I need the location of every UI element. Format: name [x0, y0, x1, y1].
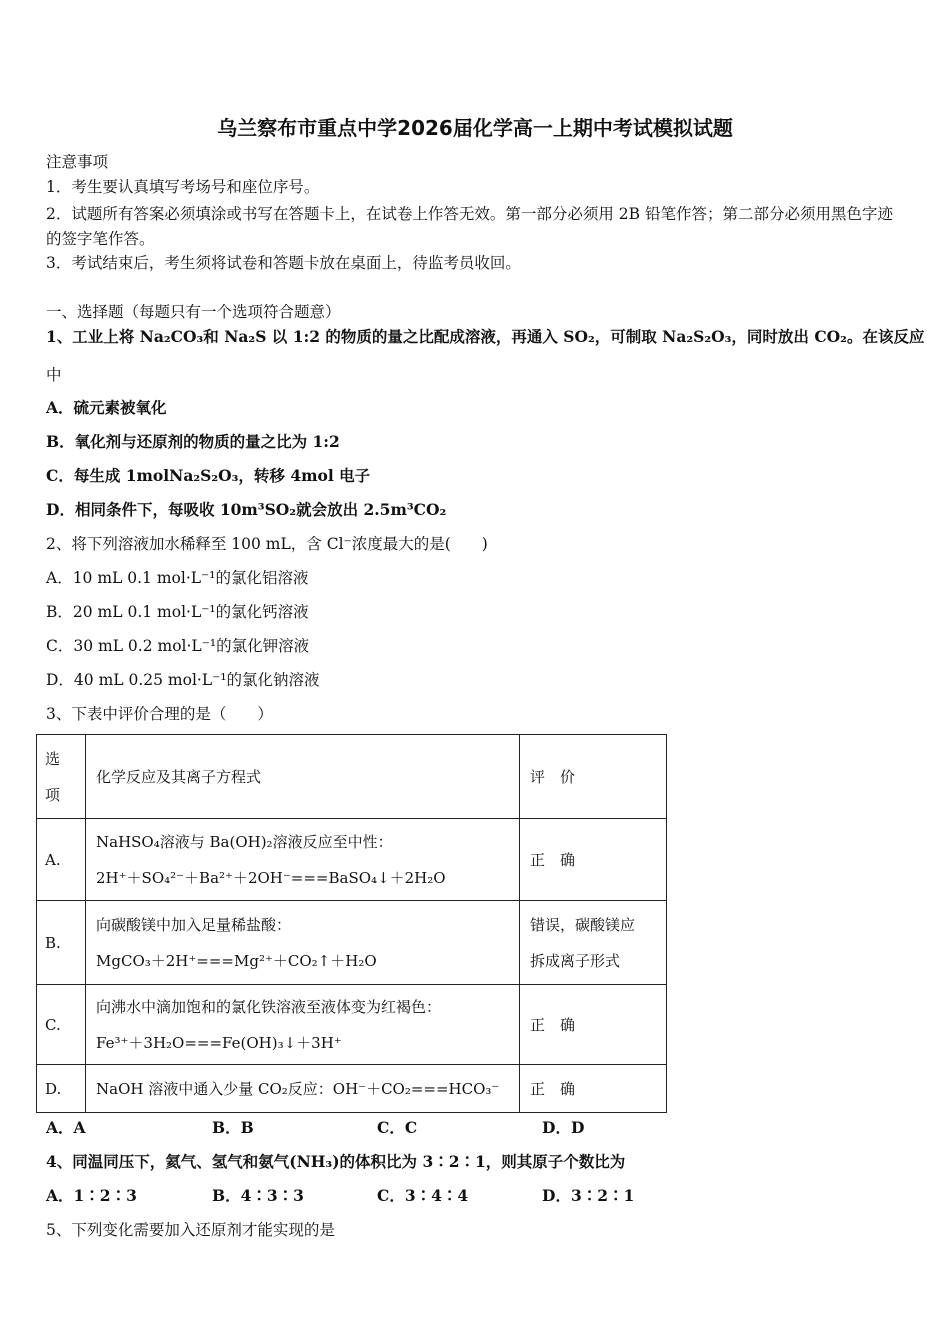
q2-option-d: D．40 mL 0.25 mol·L⁻¹的氯化钠溶液	[46, 671, 320, 689]
header-reaction: 化学反应及其离子方程式	[86, 735, 520, 819]
q1-option-b: B．氧化剂与还原剂的物质的量之比为 1:2	[46, 432, 340, 451]
row-reaction	[86, 985, 520, 1065]
table-row	[37, 1065, 667, 1113]
q4-option-c: C．3∶4∶4	[377, 1186, 469, 1205]
q3-stem: 3、下表中评价合理的是（ ）	[46, 705, 273, 723]
table-header-row	[37, 735, 667, 819]
header-option	[37, 735, 86, 819]
notice-heading: 注意事项	[46, 153, 109, 171]
q2-option-a: A．10 mL 0.1 mol·L⁻¹的氯化铝溶液	[46, 569, 309, 587]
q1-stem-cont: 中	[46, 366, 62, 384]
row-option: A.	[37, 819, 86, 901]
q2-option-c: C．30 mL 0.2 mol·L⁻¹的氯化钾溶液	[46, 637, 310, 655]
row-reaction-line1: 向沸水中滴加饱和的氯化铁溶液至液体变为红褐色：	[96, 997, 442, 1016]
q1-option-d: D．相同条件下，每吸收 10m³SO₂就会放出 2.5m³CO₂	[46, 500, 447, 519]
row-evaluation: 正 确	[520, 985, 667, 1065]
table-row	[37, 819, 667, 901]
q1-stem: 1、工业上将 Na₂CO₃和 Na₂S 以 1:2 的物质的量之比配成溶液，再通入 SO₂，可制取 Na₂S₂O₃，同时放出 CO₂。在该反应	[46, 327, 925, 346]
row-option: C.	[37, 985, 86, 1065]
row-reaction-line2: MgCO₃＋2H⁺===Mg²⁺＋CO₂↑＋H₂O	[96, 951, 377, 970]
q4-option-b: B．4∶3∶3	[212, 1186, 304, 1205]
row-evaluation	[520, 901, 667, 985]
q3-table	[36, 734, 667, 1113]
notice-item-3: 3．考试结束后，考生须将试卷和答题卡放在桌面上，待监考员收回。	[46, 254, 521, 272]
notice-item-1: 1．考生要认真填写考场号和座位序号。	[46, 178, 320, 196]
row-evaluation: 正 确	[520, 1065, 667, 1113]
row-reaction: NaOH 溶液中通入少量 CO₂反应：OH⁻＋CO₂===HCO₃⁻	[86, 1065, 520, 1113]
row-reaction	[86, 819, 520, 901]
q5-stem: 5、下列变化需要加入还原剂才能实现的是	[46, 1221, 335, 1239]
q3-option-a: A．A	[46, 1118, 86, 1137]
header-option-line2: 项	[45, 785, 61, 804]
q2-option-b: B．20 mL 0.1 mol·L⁻¹的氯化钙溶液	[46, 603, 309, 621]
section-heading: 一、选择题（每题只有一个选项符合题意）	[46, 303, 341, 321]
row-reaction-line2: Fe³⁺＋3H₂O===Fe(OH)₃↓＋3H⁺	[96, 1033, 342, 1052]
row-reaction-line2: 2H⁺＋SO₄²⁻＋Ba²⁺＋2OH⁻===BaSO₄↓＋2H₂O	[96, 868, 446, 887]
row-evaluation-line1: 错误，碳酸镁应	[530, 915, 636, 934]
table-row	[37, 985, 667, 1065]
q4-option-d: D．3∶2∶1	[542, 1186, 635, 1205]
row-reaction	[86, 901, 520, 985]
q3-option-c: C．C	[377, 1118, 418, 1137]
q2-stem: 2、将下列溶液加水稀释至 100 mL，含 Cl⁻浓度最大的是( )	[46, 535, 488, 553]
row-evaluation: 正 确	[520, 819, 667, 901]
header-option-line1: 选	[45, 749, 61, 768]
row-evaluation-line2: 拆成离子形式	[530, 951, 621, 970]
notice-item-2: 2．试题所有答案必须填涂或书写在答题卡上，在试卷上作答无效。第一部分必须用 2B 铅笔作答；第二部分必须用黑色字迹的签字笔作答。	[46, 205, 893, 248]
table-row	[37, 901, 667, 985]
row-reaction-line1: NaHSO₄溶液与 Ba(OH)₂溶液反应至中性：	[96, 832, 393, 851]
row-option: B.	[37, 901, 86, 985]
q1-option-a: A．硫元素被氧化	[46, 398, 167, 417]
row-reaction-line1: 向碳酸镁中加入足量稀盐酸：	[96, 915, 292, 934]
q4-option-a: A．1∶2∶3	[46, 1186, 137, 1205]
q1-option-c: C．每生成 1molNa₂S₂O₃，转移 4mol 电子	[46, 466, 371, 485]
header-evaluation: 评 价	[520, 735, 667, 819]
q4-stem: 4、同温同压下，氦气、氢气和氨气(NH₃)的体积比为 3∶2∶1，则其原子个数比为	[46, 1152, 626, 1171]
q3-option-b: B．B	[212, 1118, 254, 1137]
q3-option-d: D．D	[542, 1118, 585, 1137]
page-title: 乌兰察布市重点中学2026届化学高一上期中考试模拟试题	[217, 116, 733, 140]
row-option: D.	[37, 1065, 86, 1113]
